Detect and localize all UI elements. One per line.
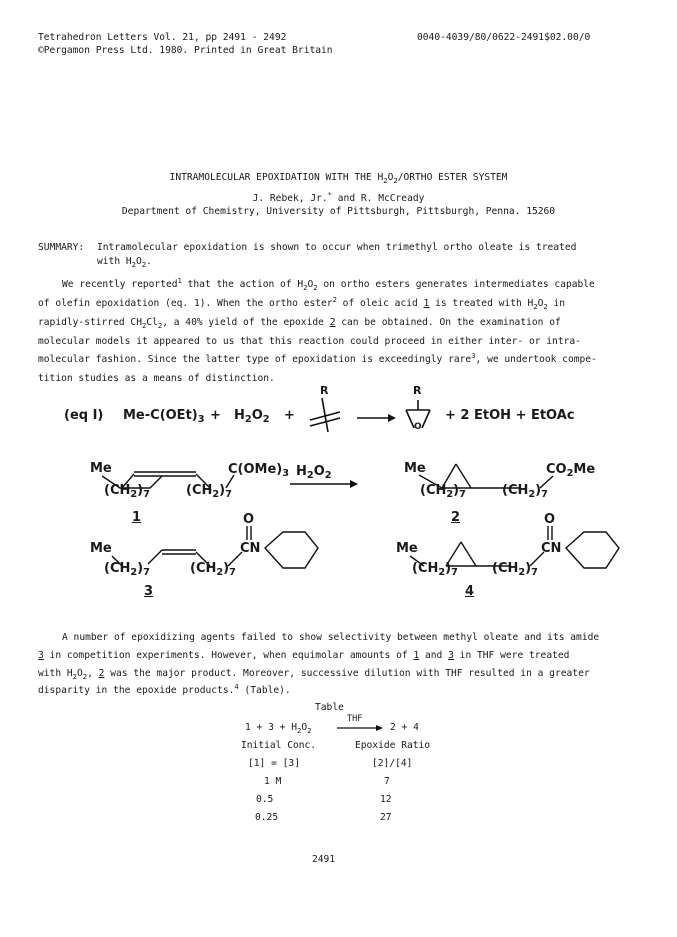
journal-citation: Tetrahedron Letters Vol. 21, pp 2491 - 2492 bbox=[38, 32, 287, 43]
para1-line-4: molecular models it appeared to us that this reaction could proceed in either inter- or intra- bbox=[38, 336, 581, 347]
cmpd1-label: 1 bbox=[132, 510, 142, 525]
summary-line-2: with $H_2O_2$. bbox=[97, 256, 152, 269]
cmpd3-carbonyl-o: O bbox=[243, 512, 255, 527]
cmpd1-orthoester: $C(OMe)_3$ bbox=[228, 462, 290, 479]
olefin-r-label: R bbox=[320, 384, 329, 397]
para1-line-6: tition studies as a means of distinction. bbox=[38, 373, 275, 384]
table-col2-subheader: [2]/[4] bbox=[372, 758, 413, 769]
table-col1-header: Initial Conc. bbox=[241, 740, 317, 751]
table-row-1-conc: 1 M bbox=[264, 776, 282, 787]
cmpd3-me: Me bbox=[90, 541, 112, 556]
summary-label: SUMMARY: bbox=[38, 242, 85, 253]
eq-plus-2: + bbox=[284, 408, 295, 423]
para2-line-2: 3 in competition experiments. However, when equimolar amounts of 1 and 3 in THF were treated bbox=[38, 650, 570, 661]
cmpd4-ch2-right: $(CH_2)_7$ bbox=[492, 561, 538, 578]
summary-line-1: Intramolecular epoxidation is shown to occur when trimethyl ortho oleate is treated bbox=[97, 242, 577, 253]
cmpd3-label: 3 bbox=[144, 584, 154, 599]
cmpd1-ch2-right: $(CH_2)_7$ bbox=[186, 483, 232, 500]
cmpd4-me: Me bbox=[396, 541, 418, 556]
affiliation: Department of Chemistry, University of Pittsburgh, Pittsburgh, Penna. 15260 bbox=[121, 206, 556, 217]
cmpd2-ch2-left: $(CH_2)_7$ bbox=[420, 483, 466, 500]
cmpd2-label: 2 bbox=[451, 510, 461, 525]
page-number: 2491 bbox=[312, 854, 336, 865]
cmpd4-ch2-left: $(CH_2)_7$ bbox=[412, 561, 458, 578]
cmpd4-amide: CN bbox=[541, 541, 562, 556]
publisher-line: ©Pergamon Press Ltd. 1980. Printed in Great Britain bbox=[38, 45, 333, 56]
table-col1-subheader: [1] = [3] bbox=[248, 758, 300, 769]
table-row-3-ratio: 27 bbox=[380, 812, 392, 823]
epoxide-o-label: O bbox=[414, 422, 422, 432]
eq-label: (eq I) bbox=[64, 408, 104, 423]
cmpd2-ester: $CO_2Me$ bbox=[546, 462, 596, 479]
table-row-1-ratio: 7 bbox=[384, 776, 390, 787]
para2-line-4: disparity in the epoxide products.$^4$ (Table). bbox=[38, 682, 291, 696]
cmpd3-ch2-right: $(CH_2)_7$ bbox=[190, 561, 236, 578]
eq-reagent: $Me-C(OEt)_3$ bbox=[123, 408, 205, 425]
para1-line-1: We recently reported$^1$ that the action of $H_2O_2$ on ortho esters generates intermediates capable bbox=[62, 276, 595, 292]
para1-line-2: of olefin epoxidation (eq. 1). When the ortho ester$^2$ of oleic acid 1 is treated with $H_2O_2$ in bbox=[38, 295, 566, 311]
para1-line-5: molecular fashion. Since the latter type of epoxidation is exceedingly rare$^3$, we undertook compe- bbox=[38, 351, 597, 365]
table-caption: Table bbox=[315, 702, 344, 713]
epoxide-r-label: R bbox=[413, 384, 422, 397]
cmpd4-carbonyl-o: O bbox=[544, 512, 556, 527]
authors: J. Rebek, Jr.* and R. McCready bbox=[252, 190, 425, 204]
para2-line-3: with $H_2O_2$, 2 was the major product. Moreover, successive dilution with THF resulted in a greater bbox=[38, 668, 590, 681]
cmpd2-ch2-right: $(CH_2)_7$ bbox=[502, 483, 548, 500]
table-reaction-left: $1 + 3 + H_2O_2$ bbox=[245, 722, 312, 735]
table-arrow-label: THF bbox=[347, 714, 363, 724]
table-reaction-right: 2 + 4 bbox=[390, 722, 419, 733]
cmpd4-label: 4 bbox=[465, 584, 475, 599]
cmpd3-amide: CN bbox=[240, 541, 261, 556]
eq-h2o2: $H_2O_2$ bbox=[234, 408, 270, 425]
scheme-arrow-reagent: $H_2O_2$ bbox=[296, 464, 332, 481]
cmpd3-ch2-left: $(CH_2)_7$ bbox=[104, 561, 150, 578]
cmpd1-ch2-left: $(CH_2)_7$ bbox=[104, 483, 150, 500]
eq-products: + 2 EtOH + EtOAc bbox=[445, 408, 575, 423]
para2-line-1: A number of epoxidizing agents failed to show selectivity between methyl oleate and its amide bbox=[62, 632, 600, 643]
paper-title: INTRAMOLECULAR EPOXIDATION WITH THE $H_2O_2$/ORTHO ESTER SYSTEM bbox=[169, 172, 508, 185]
table-row-2-conc: 0.5 bbox=[256, 794, 274, 805]
cmpd1-me: Me bbox=[90, 461, 112, 476]
table-col2-header: Epoxide Ratio bbox=[355, 740, 431, 751]
table-row-3-conc: 0.25 bbox=[255, 812, 279, 823]
table-row-2-ratio: 12 bbox=[380, 794, 392, 805]
cmpd2-me: Me bbox=[404, 461, 426, 476]
eq-plus-1: + bbox=[210, 408, 221, 423]
para1-line-3: rapidly-stirred $CH_2Cl_2$, a 40% yield of the epoxide 2 can be obtained. On the examination of bbox=[38, 317, 561, 330]
article-code: 0040-4039/80/0622-2491$02.00/0 bbox=[417, 32, 591, 43]
